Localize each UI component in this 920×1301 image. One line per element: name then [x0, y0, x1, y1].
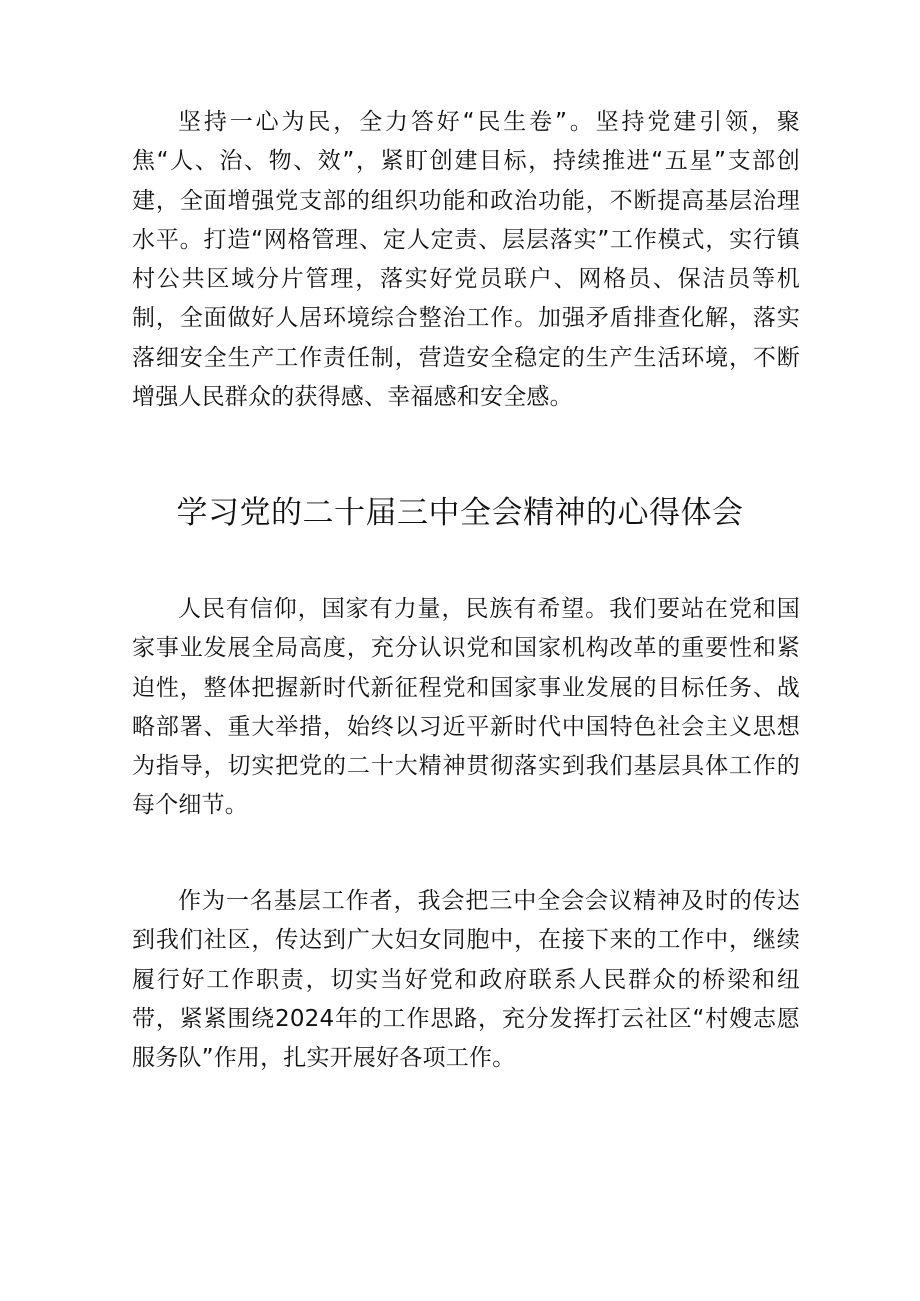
body-paragraph-3: 作为一名基层工作者，我会把三中全会会议精神及时的传达到我们社区，传达到广大妇女同胞中，在接下来的工作中，继续履行好工作职责，切实当好党和政府联系人民群众的桥梁和纽带，紧紧围绕2024年的工作思路，充分发挥打云社区“村嫂志愿服务队”作用，扎实开展好各项工作。	[132, 888, 800, 1072]
section-title: 学习党的二十届三中全会精神的心得体会	[176, 495, 744, 531]
body-paragraph-2: 人民有信仰，国家有力量，民族有希望。我们要站在党和国家事业发展全局高度，充分认识党和国家机构改革的重要性和紧迫性，整体把握新时代新征程党和国家事业发展的目标任务、战略部署、重大举措，始终以习近平新时代中国特色社会主义思想为指导，切实把党的二十大精神贯彻落实到我们基层具体工作的每个细节。	[132, 596, 800, 819]
body-paragraph-1: 坚持一心为民，全力答好“民生卷”。坚持党建引领，聚焦“人、治、物、效”，紧盯创建目标，持续推进“五星”支部创建，全面增强党支部的组织功能和政治功能，不断提高基层治理水平。打造“网格管理、定人定责、层层落实”工作模式，实行镇村公共区域分片管理，落实好党员联户、网格员、保洁员等机制，全面做好人居环境综合整治工作。加强矛盾排查化解，落实落细安全生产工作责任制，营造安全稳定的生产生活环境，不断增强人民群众的获得感、幸福感和安全感。	[132, 109, 800, 411]
